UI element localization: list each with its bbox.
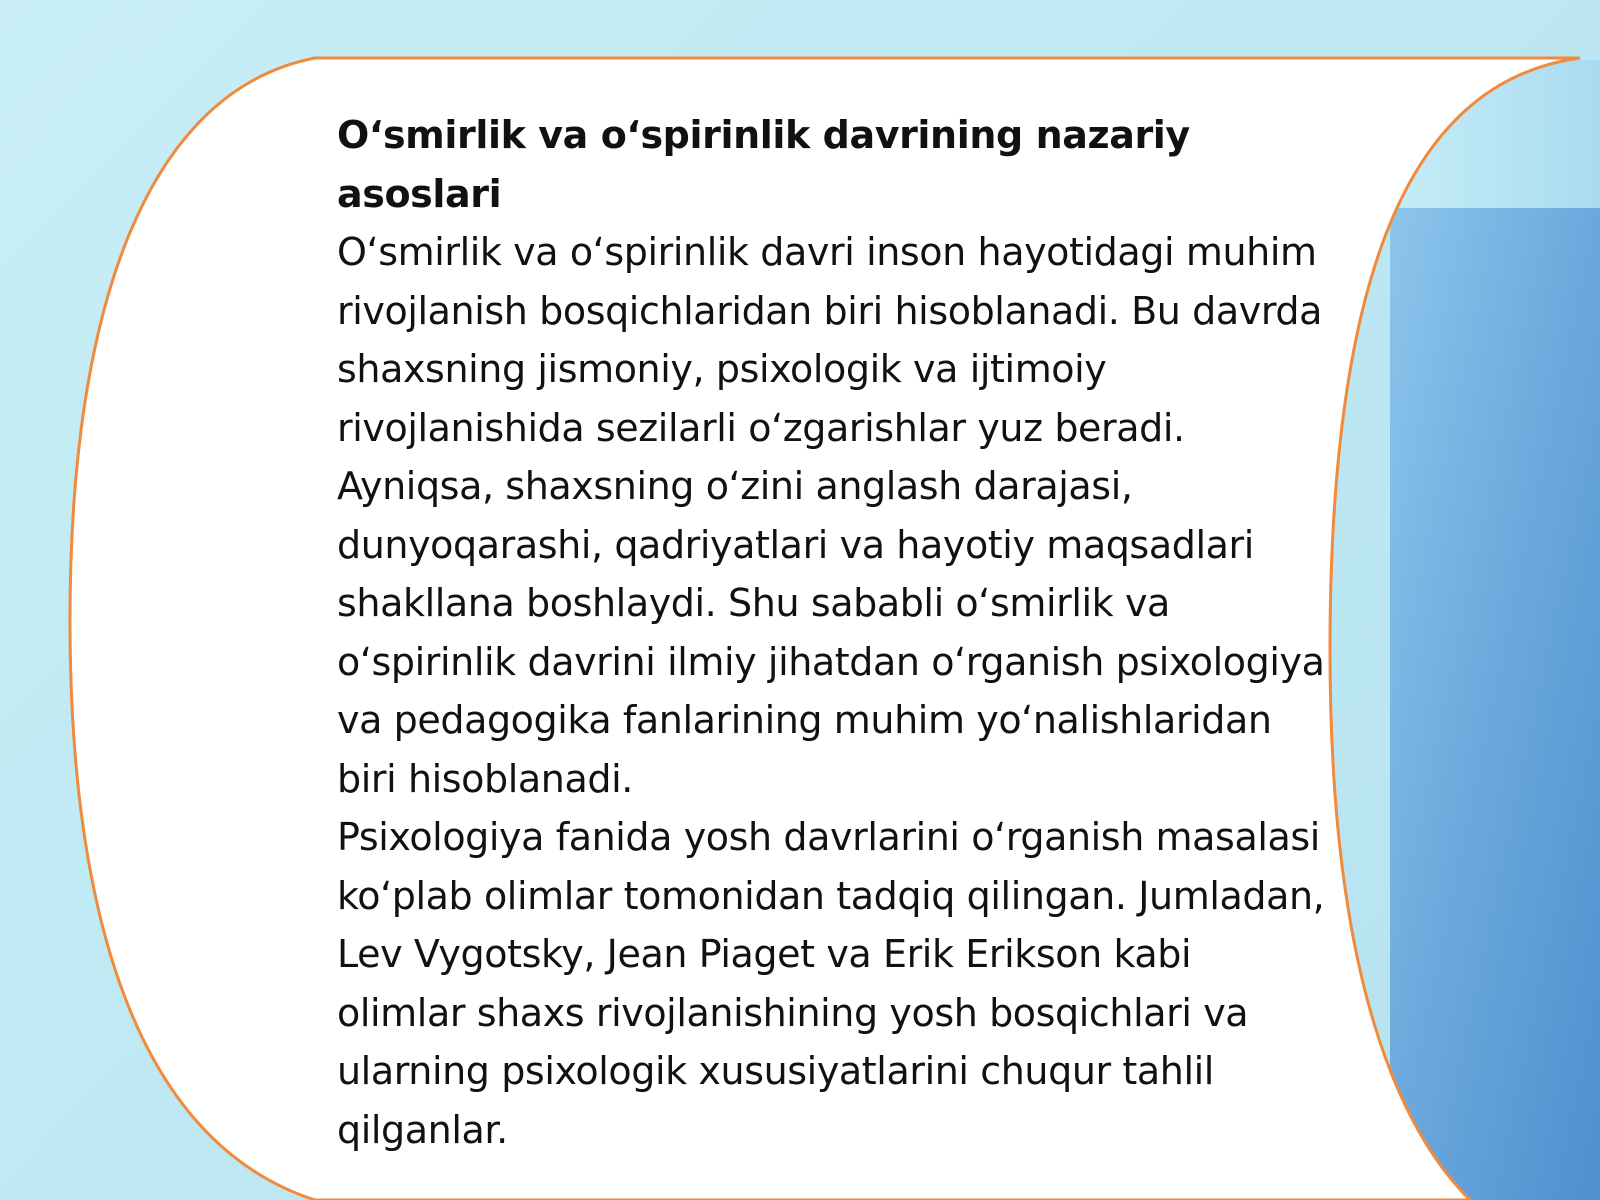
paragraph-1: O‘smirlik va o‘spirinlik davri inson hayotidagi muhim rivojlanish bosqichlaridan biri hisoblanadi. Bu davrda shaxsning jismoniy, psixologik va ijtimoiy rivojlanishida sezilarli o‘zgarishlar yuz beradi. Ayniqsa, shaxsning o‘zini anglash darajasi, dunyoqarashi, qadriyatlari va hayotiy maqsadlari shakllana boshlaydi. Shu sababli o‘smirlik va o‘spirinlik davrini ilmiy jihatdan o‘rganish psixologiya va pedagogika fanlarining muhim yo‘nalishlaridan biri hisoblanadi. <box>337 230 1325 801</box>
slide-text <box>337 106 1327 1159</box>
slide-heading: O‘smirlik va o‘spirinlik davrining nazariy asoslari <box>337 113 1190 216</box>
paragraph-2: Psixologiya fanida yosh davrlarini o‘rganish masalasi ko‘plab olimlar tomonidan tadqiq qilingan. Jumladan, Lev Vygotsky, Jean Piaget va Erik Erikson kabi olimlar shaxs rivojlanishining yosh bosqichlari va ularning psixologik xususiyatlarini chuqur tahlil qilganlar. <box>337 815 1325 1152</box>
right-blue-panel <box>1390 208 1600 1200</box>
